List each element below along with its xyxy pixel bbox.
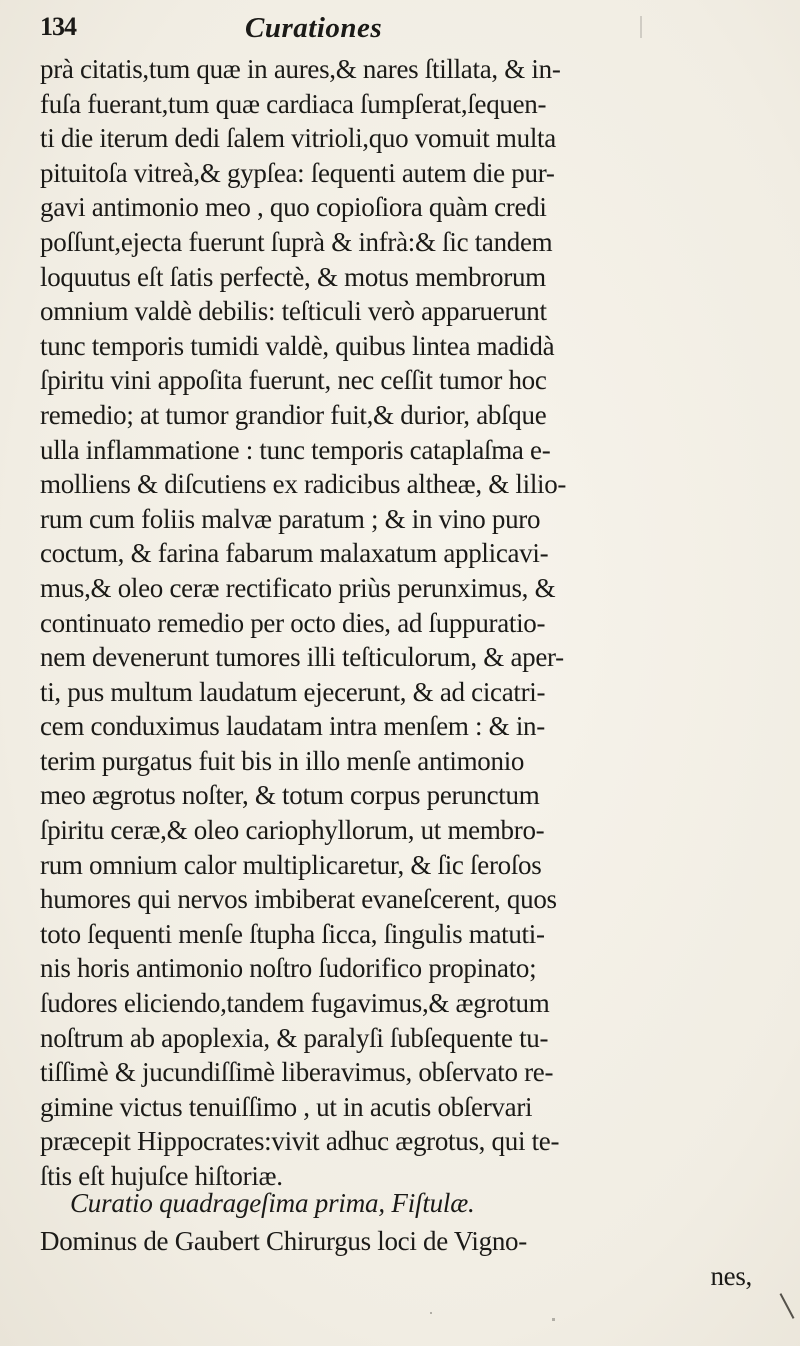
- text-line: ſudores eliciendo,tandem fugavimus,& ægrotum: [40, 988, 550, 1019]
- running-title: Curationes: [245, 12, 383, 44]
- page-number: 134: [40, 12, 76, 41]
- text-line: coctum, & farina fabarum malaxatum applicavi-: [40, 538, 549, 569]
- text-line: poſſunt,ejecta fuerunt ſuprà & infrà:& ſic tandem: [40, 226, 553, 257]
- ink-speck: [552, 1318, 555, 1321]
- text-line: noſtrum ab apoplexia, & paralyſi ſubſequente tu-: [40, 1022, 549, 1053]
- text-line: continuato remedio per octo dies, ad ſuppuratio-: [40, 607, 546, 638]
- text-line: terim purgatus fuit bis in illo menſe antimonio: [40, 745, 525, 776]
- after-heading-text: [40, 1224, 790, 1293]
- catchword: nes,: [710, 1260, 752, 1291]
- text-line: ſpiritu vini appoſita fuerunt, nec ceſſit tumor hoc: [40, 365, 547, 396]
- text-line: cem conduximus laudatam intra menſem : & in-: [40, 711, 545, 742]
- text-line: rum omnium calor multiplicaretur, & ſic ſeroſos: [40, 849, 542, 880]
- text-line: gimine victus tenuiſſimo , ut in acutis obſervari: [40, 1091, 533, 1122]
- text-line: rum cum foliis malvæ paratum ; & in vino puro: [40, 503, 541, 534]
- text-line: ulla inflammatione : tunc temporis cataplaſma e-: [40, 434, 551, 465]
- text-line: humores qui nervos imbiberat evaneſcerent, quos: [40, 884, 557, 915]
- text-line: ti, pus multum laudatum ejecerunt, & ad cicatri-: [40, 676, 546, 707]
- text-line: nis horis antimonio noſtro ſudorifico propinato;: [40, 953, 537, 984]
- text-line: mus,& oleo ceræ rectificato priùs perunximus, &: [40, 572, 556, 603]
- text-line: omnium valdè debilis: teſticuli verò apparuerunt: [40, 296, 547, 327]
- text-line: nem devenerunt tumores illi teſticulorum, & aper-: [40, 642, 564, 673]
- text-line: meo ægrotus noſter, & totum corpus perunctum: [40, 780, 540, 811]
- text-line: gavi antimonio meo , quo copioſiora quàm credi: [40, 192, 547, 223]
- ink-speck: [430, 1312, 432, 1314]
- text-line: ſtis eſt hujuſce hiſtoriæ.: [40, 1161, 283, 1191]
- margin-mark: [780, 1293, 795, 1319]
- text-line: pituitoſa vitreà,& gypſea: ſequenti autem die pur-: [40, 157, 555, 188]
- text-line: fuſa fuerant,tum quæ cardiaca ſumpſerat,ſequen-: [40, 88, 547, 119]
- text-line: remedio; at tumor grandior fuit,& durior, abſque: [40, 399, 547, 430]
- text-line: præcepit Hippocrates:vivit adhuc ægrotus, qui te-: [40, 1126, 560, 1157]
- text-line: molliens & diſcutiens ex radicibus altheæ, & lilio-: [40, 469, 567, 500]
- ink-speck: [640, 16, 642, 38]
- running-head: [40, 12, 780, 46]
- text-line: tunc temporis tumidi valdè, quibus lintea madidà: [40, 330, 555, 361]
- text-line: toto ſequenti menſe ſtupha ſicca, ſingulis matuti-: [40, 918, 545, 949]
- text-line: tiſſimè & jucundiſſimè liberavimus, obſervato re-: [40, 1057, 554, 1088]
- text-line: ſpiritu ceræ,& oleo cariophyllorum, ut membro-: [40, 815, 545, 846]
- section-heading: Curatio quadrageſima prima, Fiſtulæ.: [70, 1188, 475, 1218]
- text-line: loquutus eſt ſatis perfectè, & motus membrorum: [40, 261, 546, 292]
- text-line: ti die iterum dedi ſalem vitrioli,quo vomuit multa: [40, 123, 556, 154]
- body-text: [40, 52, 790, 1194]
- text-line: prà citatis,tum quæ in aures,& nares ſtillata, & in-: [40, 54, 561, 84]
- text-line: Dominus de Gaubert Chirurgus loci de Vigno-: [40, 1226, 527, 1256]
